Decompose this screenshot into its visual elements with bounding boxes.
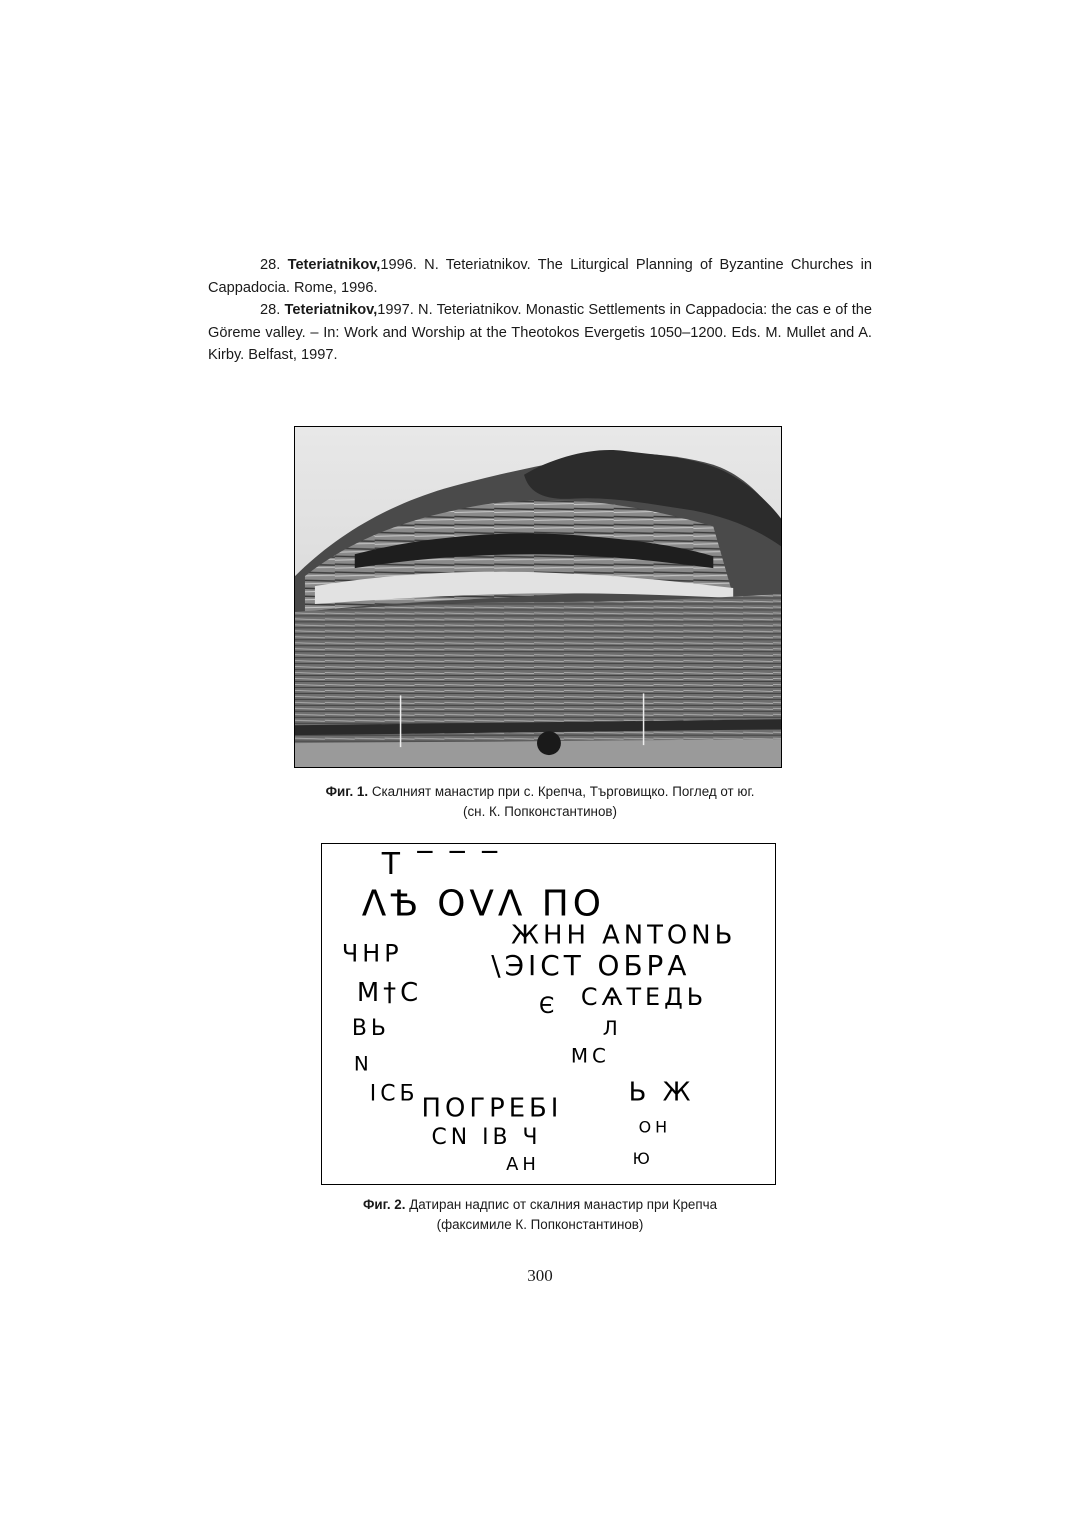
inscription-line: М†С <box>356 978 423 1009</box>
reference-entry <box>208 254 872 299</box>
figure-1-photo <box>294 426 782 768</box>
reference-entry <box>208 299 872 367</box>
reference-author: Teteriatnikov, <box>284 302 378 318</box>
inscription-line: АН <box>506 1154 540 1176</box>
references-section <box>208 254 872 367</box>
inscription-facsimile <box>322 844 775 1184</box>
inscription-line: N <box>353 1052 373 1076</box>
reference-text: 1997. N. Teteriatnikov. Monastic Settlements in Cappadocia: the cas e of the Göreme valley. – In: Work and Worship at the Theotokos Evergetis 1050–1200. Eds. M. Mullet and A. Kirby. Belfast, 1997. <box>208 302 872 363</box>
figure-1-caption-text: Скалният манастир при с. Крепча, Търговищко. Поглед от юг. <box>371 784 755 799</box>
inscription-line: Є <box>539 994 559 1020</box>
inscription-line: МС <box>570 1044 610 1068</box>
inscription-line: ОН <box>638 1117 672 1137</box>
reference-number: 28. <box>260 302 281 318</box>
inscription-line: ІСБ <box>369 1081 419 1107</box>
reference-number: 28. <box>260 257 281 273</box>
inscription-line: \ЭІСТ ОБРА <box>491 949 691 983</box>
figure-2-credit: (факсимиле К. Попконстантинов) <box>436 1217 644 1232</box>
figure-1-credit: (сн. К. Попконстантинов) <box>463 804 617 819</box>
inscription-line: Ю <box>632 1149 654 1169</box>
inscription-line: Ь Ж <box>628 1077 695 1108</box>
inscription-line: ЖНН АNТОNЬ <box>511 920 737 951</box>
figure-1-caption <box>200 782 880 822</box>
inscription-line: СN ІВ Ч <box>431 1125 542 1151</box>
figure-2-facsimile <box>321 843 776 1185</box>
figure-1-label: Фиг. 1. <box>325 784 369 799</box>
reference-author: Teteriatnikov, <box>287 257 381 273</box>
inscription-line: Л <box>602 1016 622 1040</box>
inscription-line: ΛѢ ΟVΛ ПО <box>361 883 605 925</box>
inscription-line: СѦТЕДЬ <box>580 983 708 1012</box>
inscription-line: ПОГРЕБІ <box>421 1093 563 1124</box>
inscription-line: ВЬ <box>351 1015 390 1041</box>
figure-2-label: Фиг. 2. <box>362 1197 406 1212</box>
figure-1-caption-line <box>200 782 880 802</box>
inscription-line: Т ‾ ‾ ‾ <box>381 846 502 882</box>
figure-2-caption-text: Датиран надпис от скалния манастир при Крепча <box>409 1197 718 1212</box>
figure-2-caption-line <box>200 1195 880 1215</box>
rock-monastery-photo <box>295 427 781 767</box>
page-number: 300 <box>527 1266 553 1285</box>
inscription-line: ЧНР <box>341 939 403 968</box>
reference-text: 1996. N. Teteriatnikov. The Liturgical Planning of Byzantine Churches in Cappadocia. Rome, 1996. <box>208 257 872 296</box>
figure-2-caption <box>200 1195 880 1235</box>
